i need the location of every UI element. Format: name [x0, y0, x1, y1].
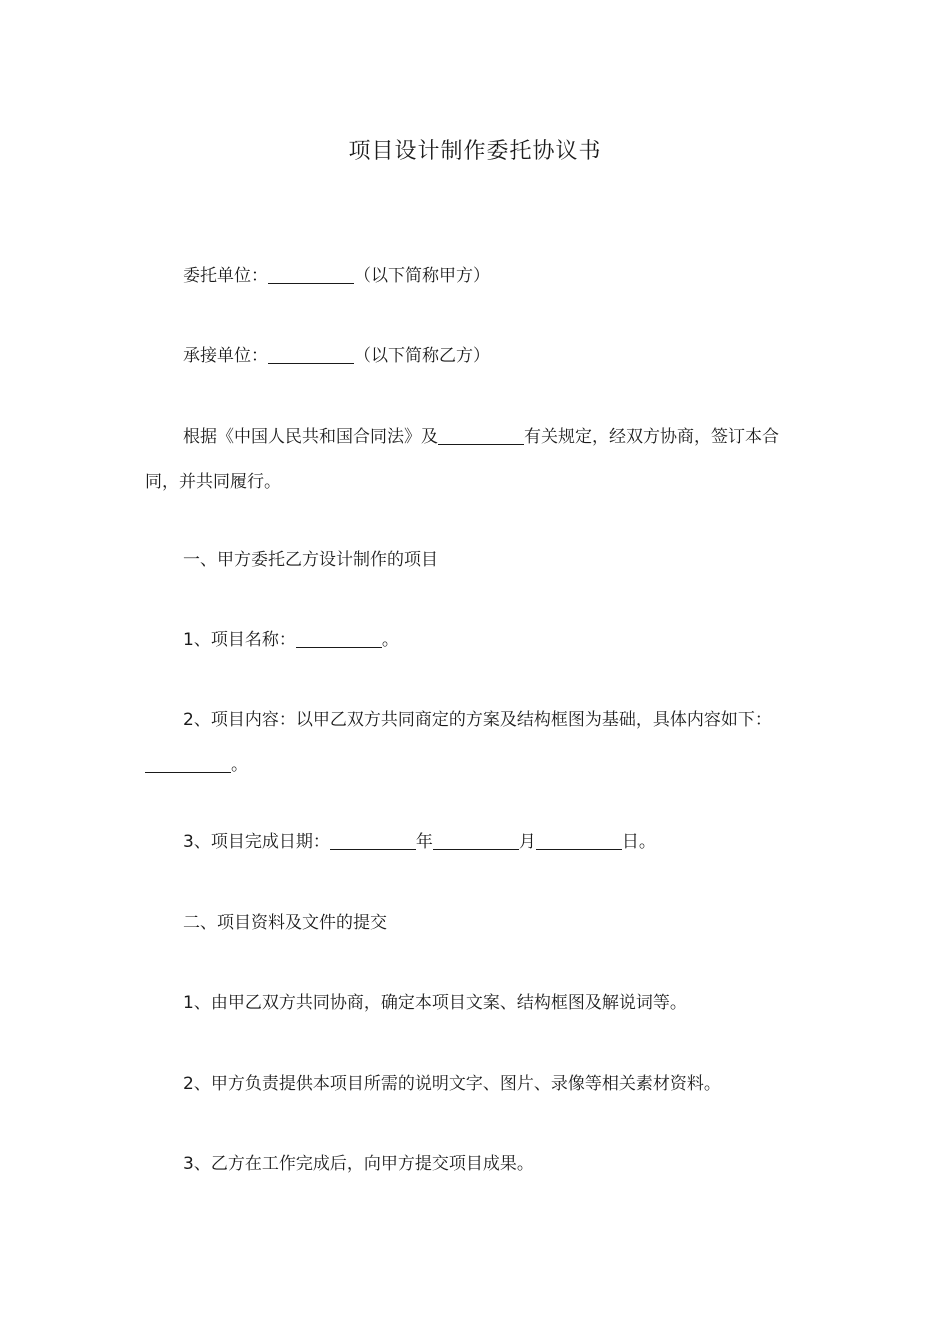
s1-item3-year: 年: [415, 832, 433, 852]
s1-item2-paragraph: [145, 698, 810, 788]
s1-item3-month: 月: [518, 832, 536, 852]
contractor-suffix: （以下简称乙方）: [354, 346, 490, 366]
month-blank[interactable]: [433, 832, 519, 850]
section2-heading: 二、项目资料及文件的提交: [183, 913, 387, 933]
basis-suffix: 有关规定，经双方协商，签订本合同，并共同履行。: [145, 427, 779, 492]
contractor-blank[interactable]: [268, 346, 354, 364]
s1-item3-paragraph: [145, 820, 810, 864]
s1-item1-label: 1、项目名称：: [183, 630, 296, 650]
client-blank[interactable]: [268, 266, 354, 284]
document-title: 项目设计制作委托协议书: [348, 139, 602, 164]
contractor-paragraph: [145, 334, 810, 378]
client-paragraph: [145, 254, 810, 298]
contractor-label: 承接单位：: [183, 346, 268, 366]
client-suffix: （以下简称甲方）: [354, 266, 490, 286]
client-label: 委托单位：: [183, 266, 268, 286]
section1-heading: 一、甲方委托乙方设计制作的项目: [183, 550, 438, 570]
s1-item2-end: 。: [231, 755, 248, 775]
s1-item2-text: 2、项目内容：以甲乙双方共同商定的方案及结构框图为基础，具体内容如下：: [183, 710, 772, 730]
s2-item1: 1、由甲乙双方共同协商，确定本项目文案、结构框图及解说词等。: [183, 993, 687, 1013]
s1-item3-label: 3、项目完成日期：: [183, 832, 330, 852]
basis-paragraph: [145, 415, 810, 505]
s1-item1-end: 。: [381, 630, 399, 650]
project-name-blank[interactable]: [296, 630, 382, 648]
basis-blank[interactable]: [438, 427, 524, 445]
s1-item3-day: 日。: [621, 832, 656, 852]
basis-prefix: 根据《中国人民共和国合同法》及: [183, 427, 438, 447]
year-blank[interactable]: [330, 832, 416, 850]
s2-item3: 3、乙方在工作完成后，向甲方提交项目成果。: [183, 1154, 534, 1174]
day-blank[interactable]: [536, 832, 622, 850]
s1-item1-paragraph: [145, 618, 810, 662]
project-content-blank[interactable]: [145, 755, 231, 773]
s2-item2: 2、甲方负责提供本项目所需的说明文字、图片、录像等相关素材资料。: [183, 1074, 721, 1094]
